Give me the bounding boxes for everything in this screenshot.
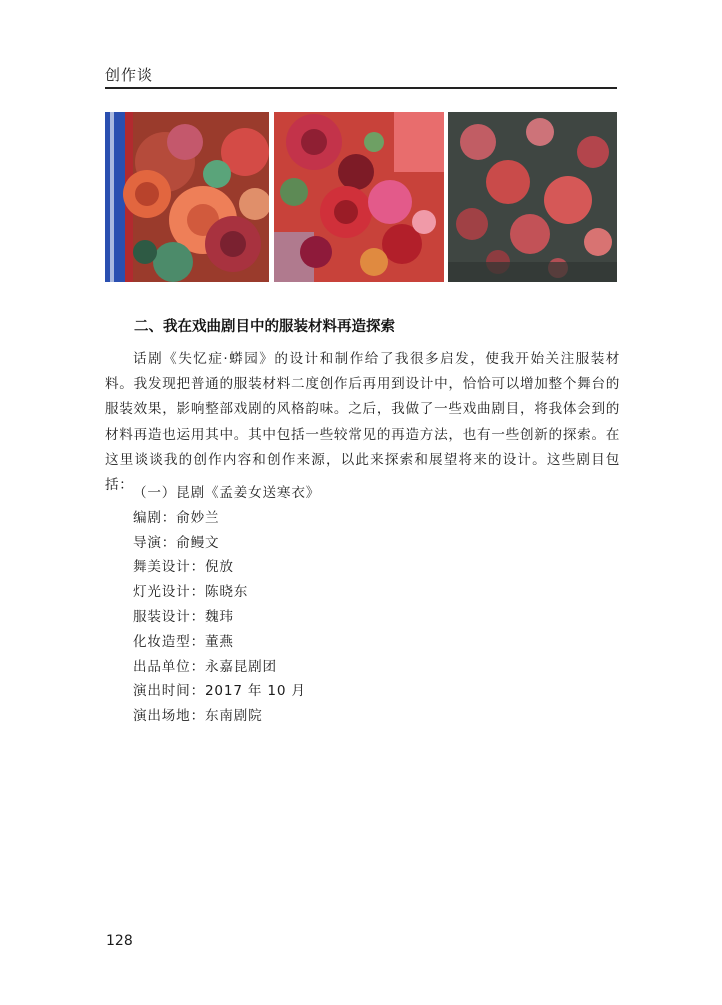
credits-list-item: （一）昆剧《孟姜女送寒衣》 bbox=[133, 485, 321, 501]
header-rule bbox=[105, 87, 617, 89]
embroidery-photo-1 bbox=[105, 112, 269, 282]
credits-list-item: 舞美设计：倪放 bbox=[133, 559, 234, 576]
section-title: 二、我在戏曲剧目中的服装材料再造探索 bbox=[134, 319, 395, 335]
credits-list-item: 化妆造型：董燕 bbox=[133, 633, 234, 650]
credits-list-item: 出品单位：永嘉昆剧团 bbox=[133, 658, 277, 675]
credits-list-item: 演出时间：2017 年 10 月 bbox=[133, 683, 306, 700]
embroidery-photo-3 bbox=[448, 112, 617, 282]
paragraph-text: 话剧《失忆症·蟒园》的设计和制作给了我很多启发，使我开始关注服装材料。我发现把普通的服装材料二度创作后再用到设计中，恰恰可以增加整个舞台的服装效果，影响整部戏剧的风格韵味。之后，我做了一些戏曲剧目，将我体会到的材料再造也运用其中。其中包括一些较常见的再造方法，也有一些创新的探索。在这里谈谈我的创作内容和创作来源，以此来探索和展望将来的设计。这些剧目包括： bbox=[105, 351, 620, 494]
credits-list-item: 导演：俞鳗文 bbox=[133, 534, 220, 551]
body-paragraph bbox=[105, 347, 620, 498]
credits-list-item: 灯光设计：陈晓东 bbox=[133, 584, 249, 601]
credits-list-item: 编剧：俞妙兰 bbox=[133, 509, 220, 526]
running-header: 创作谈 bbox=[105, 66, 154, 84]
credits-list-item: 服装设计：魏玮 bbox=[133, 608, 234, 625]
embroidery-photo-2 bbox=[274, 112, 444, 282]
credits-list bbox=[133, 481, 320, 729]
credits-list-item: 演出场地：东南剧院 bbox=[133, 708, 263, 725]
photo-strip bbox=[105, 112, 617, 282]
page-number: 128 bbox=[106, 933, 133, 949]
